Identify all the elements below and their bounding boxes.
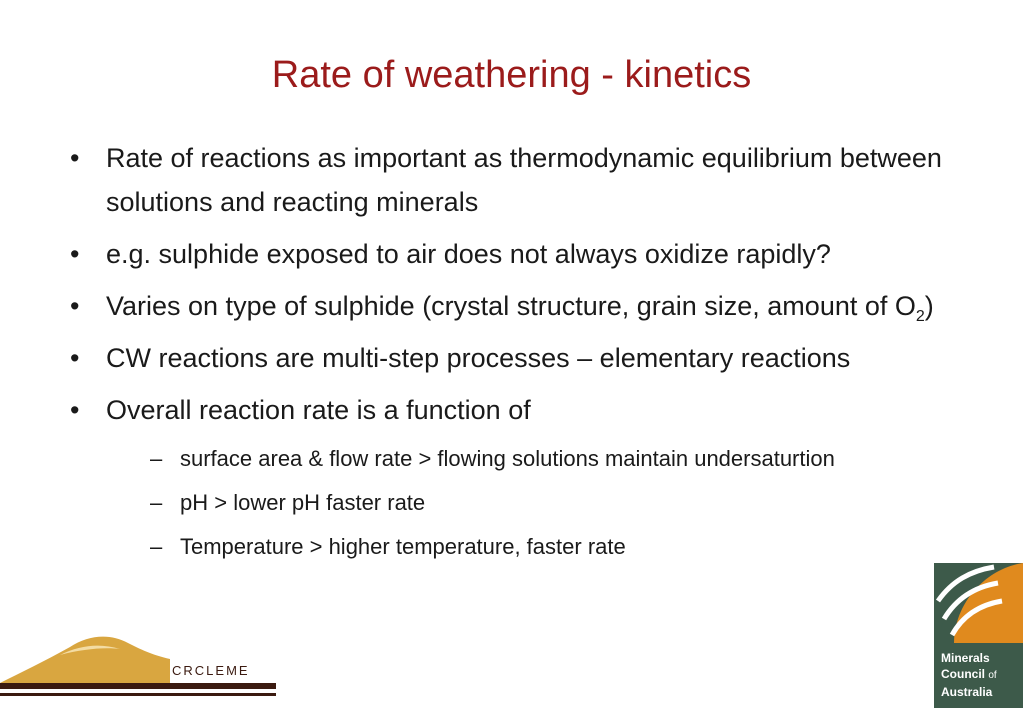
bullet-list <box>70 136 990 572</box>
bullet-text: Varies on type of sulphide (crystal structure, grain size, amount of O <box>106 291 916 321</box>
dash-marker: – <box>150 490 163 515</box>
bullet-item <box>70 388 990 564</box>
bullet-text: e.g. sulphide exposed to air does not always oxidize rapidly? <box>106 239 831 269</box>
dash-marker: – <box>150 446 163 471</box>
bullet-marker: • <box>70 395 80 425</box>
bullet-item <box>70 136 990 224</box>
sub-bullet-text: surface area & flow rate > flowing solutions maintain undersaturtion <box>180 446 835 471</box>
sub-bullet-text: pH > lower pH faster rate <box>180 490 426 515</box>
subscript: 2 <box>915 308 925 325</box>
bullet-text-end: ) <box>924 291 934 321</box>
bullet-marker: • <box>70 239 80 269</box>
mca-line2: Council of <box>941 667 997 681</box>
bullet-text: Rate of reactions as important as thermodynamic equilibrium between solutions and reacting minerals <box>106 143 942 217</box>
sub-bullet-text: Temperature > higher temperature, faster rate <box>180 534 626 559</box>
mca-line3: Australia <box>941 685 993 699</box>
bullet-item <box>70 284 990 328</box>
crcleme-wordmark: CRCLEME <box>172 663 250 678</box>
sub-bullet-item <box>150 486 990 520</box>
sub-bullet-item <box>150 530 990 564</box>
bullet-item <box>70 232 990 276</box>
mca-wordmark <box>941 650 997 700</box>
dash-marker: – <box>150 534 163 559</box>
sub-bullet-list <box>106 442 990 564</box>
crcleme-logo <box>0 625 280 708</box>
bullet-text: Overall reaction rate is a function of <box>106 395 531 425</box>
bullet-marker: • <box>70 291 80 321</box>
bullet-marker: • <box>70 343 80 373</box>
mca-line1: Minerals <box>941 651 990 665</box>
slide-title: Rate of weathering - kinetics <box>271 54 752 96</box>
bullet-text: CW reactions are multi-step processes – elementary reactions <box>106 343 851 373</box>
sub-bullet-item <box>150 442 990 476</box>
bullet-item <box>70 336 990 380</box>
bullet-marker: • <box>70 143 80 173</box>
